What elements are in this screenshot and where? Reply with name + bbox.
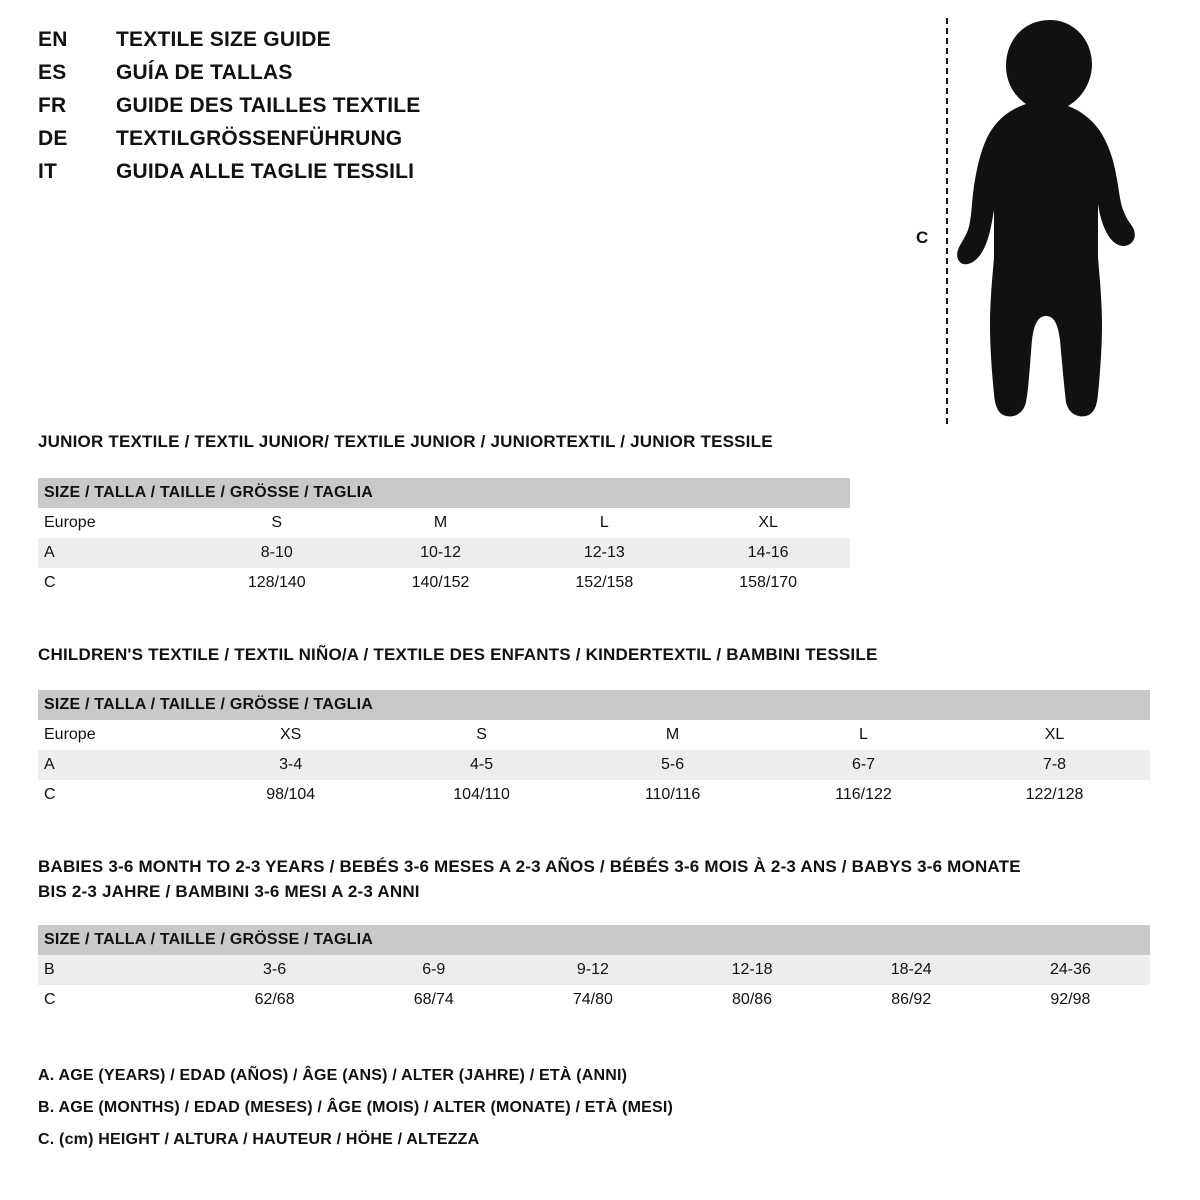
language-title-block xyxy=(38,28,598,193)
cell-c-xs: 98/104 xyxy=(266,786,316,803)
row-label-c: C xyxy=(44,991,56,1008)
row-label-a: A xyxy=(44,544,55,561)
cell-a-xl: 7-8 xyxy=(1042,756,1067,773)
cell-b-2: 6-9 xyxy=(422,961,446,978)
child-silhouette-icon xyxy=(946,18,1150,424)
cell-a-s: 4-5 xyxy=(470,756,494,773)
cell-b-3: 9-12 xyxy=(576,961,609,978)
table-band-label: SIZE / TALLA / TAILLE / GRÖSSE / TAGLIA xyxy=(38,925,1150,955)
cell-c-2: 68/74 xyxy=(413,991,454,1008)
table-band-label: SIZE / TALLA / TAILLE / GRÖSSE / TAGLIA xyxy=(38,690,1150,720)
row-label-a: A xyxy=(44,756,55,773)
cell-b-6: 24-36 xyxy=(1049,961,1091,978)
cell-c-6: 92/98 xyxy=(1050,991,1091,1008)
cell-c-l: 152/158 xyxy=(575,574,634,591)
title-fr: GUIDE DES TAILLES TEXTILE xyxy=(116,94,421,117)
table-header-size-xl: XL xyxy=(758,514,778,531)
table-header-europe: Europe xyxy=(44,514,96,531)
table-header-size-l: L xyxy=(859,726,868,743)
section-title-babies: BABIES 3-6 MONTH TO 2-3 YEARS / BEBÉS 3-6 MESES A 2-3 AÑOS / BÉBÉS 3-6 MOIS À 2-3 ANS / BABYS 3-6 MONATE BIS 2-3 JAHRE / BAMBINI 3-6 MESI A 2-3 ANNI xyxy=(38,857,1021,901)
language-code-it: IT xyxy=(38,160,58,183)
table-junior xyxy=(38,478,850,598)
footnote-b: B. AGE (MONTHS) / EDAD (MESES) / ÂGE (MOIS) / ALTER (MONATE) / ETÀ (MESI) xyxy=(38,1099,674,1116)
header-row xyxy=(38,61,598,94)
cell-c-5: 86/92 xyxy=(891,991,932,1008)
title-de: TEXTILGRÖSSENFÜHRUNG xyxy=(116,127,403,150)
table-header-size-s: S xyxy=(476,726,487,743)
cell-a-xl: 14-16 xyxy=(747,544,789,561)
table-header-size-m: M xyxy=(665,726,680,743)
cell-b-5: 18-24 xyxy=(890,961,932,978)
cell-b-1: 3-6 xyxy=(263,961,287,978)
table-header-size-m: M xyxy=(433,514,448,531)
cell-c-l: 116/122 xyxy=(835,786,892,803)
cell-b-4: 12-18 xyxy=(731,961,773,978)
cell-a-m: 5-6 xyxy=(660,756,685,773)
table-header-europe: Europe xyxy=(44,726,96,743)
table-row xyxy=(38,985,1150,1015)
cell-c-s: 128/140 xyxy=(247,574,306,591)
table-babies xyxy=(38,925,1150,1015)
row-label-b: B xyxy=(44,961,55,978)
cell-a-l: 6-7 xyxy=(851,756,876,773)
title-es: GUÍA DE TALLAS xyxy=(116,61,293,84)
table-row xyxy=(38,750,1150,780)
cell-a-l: 12-13 xyxy=(583,544,625,561)
cell-c-4: 80/86 xyxy=(732,991,773,1008)
table-row xyxy=(38,538,850,568)
table-band-row xyxy=(38,925,1150,955)
table-header-size-s: S xyxy=(271,514,283,531)
cell-c-3: 74/80 xyxy=(572,991,613,1008)
cell-c-m: 140/152 xyxy=(411,574,470,591)
measure-label-c: C xyxy=(916,228,929,247)
language-code-es: ES xyxy=(38,61,67,84)
language-code-fr: FR xyxy=(38,94,67,117)
section-title-children: CHILDREN'S TEXTILE / TEXTIL NIÑO/A / TEXTILE DES ENFANTS / KINDERTEXTIL / BAMBINI TESSILE xyxy=(38,645,878,664)
title-it: GUIDA ALLE TAGLIE TESSILI xyxy=(116,160,415,183)
language-code-de: DE xyxy=(38,127,68,150)
row-label-c: C xyxy=(44,574,56,591)
cell-a-xs: 3-4 xyxy=(279,756,303,773)
table-row xyxy=(38,780,1150,810)
header-row xyxy=(38,160,598,193)
cell-a-s: 8-10 xyxy=(260,544,293,561)
footnote-a: A. AGE (YEARS) / EDAD (AÑOS) / ÂGE (ANS) / ALTER (JAHRE) / ETÀ (ANNI) xyxy=(38,1067,628,1084)
table-row xyxy=(38,568,850,598)
language-code-en: EN xyxy=(38,28,68,51)
table-band-row xyxy=(38,690,1150,720)
cell-c-m: 110/116 xyxy=(644,786,701,803)
table-header-size-l: L xyxy=(599,514,609,531)
cell-c-1: 62/68 xyxy=(254,991,295,1008)
cell-c-xl: 158/170 xyxy=(739,574,798,591)
header-row xyxy=(38,28,598,61)
section-title-junior: JUNIOR TEXTILE / TEXTIL JUNIOR/ TEXTILE JUNIOR / JUNIORTEXTIL / JUNIOR TESSILE xyxy=(38,432,773,451)
table-header-row xyxy=(38,720,1150,750)
table-header-size-xl: XL xyxy=(1044,726,1065,743)
title-en: TEXTILE SIZE GUIDE xyxy=(116,28,331,51)
header-row xyxy=(38,127,598,160)
table-row xyxy=(38,955,1150,985)
row-label-c: C xyxy=(44,786,56,803)
cell-c-xl: 122/128 xyxy=(1025,786,1084,803)
cell-c-s: 104/110 xyxy=(453,786,510,803)
footnote-c: C. (cm) HEIGHT / ALTURA / HAUTEUR / HÖHE / ALTEZZA xyxy=(38,1131,480,1148)
table-band-label: SIZE / TALLA / TAILLE / GRÖSSE / TAGLIA xyxy=(38,478,850,508)
footnotes xyxy=(38,1068,1138,1164)
table-header-row xyxy=(38,508,850,538)
height-measure-figure xyxy=(900,10,1150,430)
table-band-row xyxy=(38,478,850,508)
table-children xyxy=(38,690,1150,810)
table-header-size-xs: XS xyxy=(280,726,302,743)
cell-a-m: 10-12 xyxy=(420,544,461,561)
header-row xyxy=(38,94,598,127)
